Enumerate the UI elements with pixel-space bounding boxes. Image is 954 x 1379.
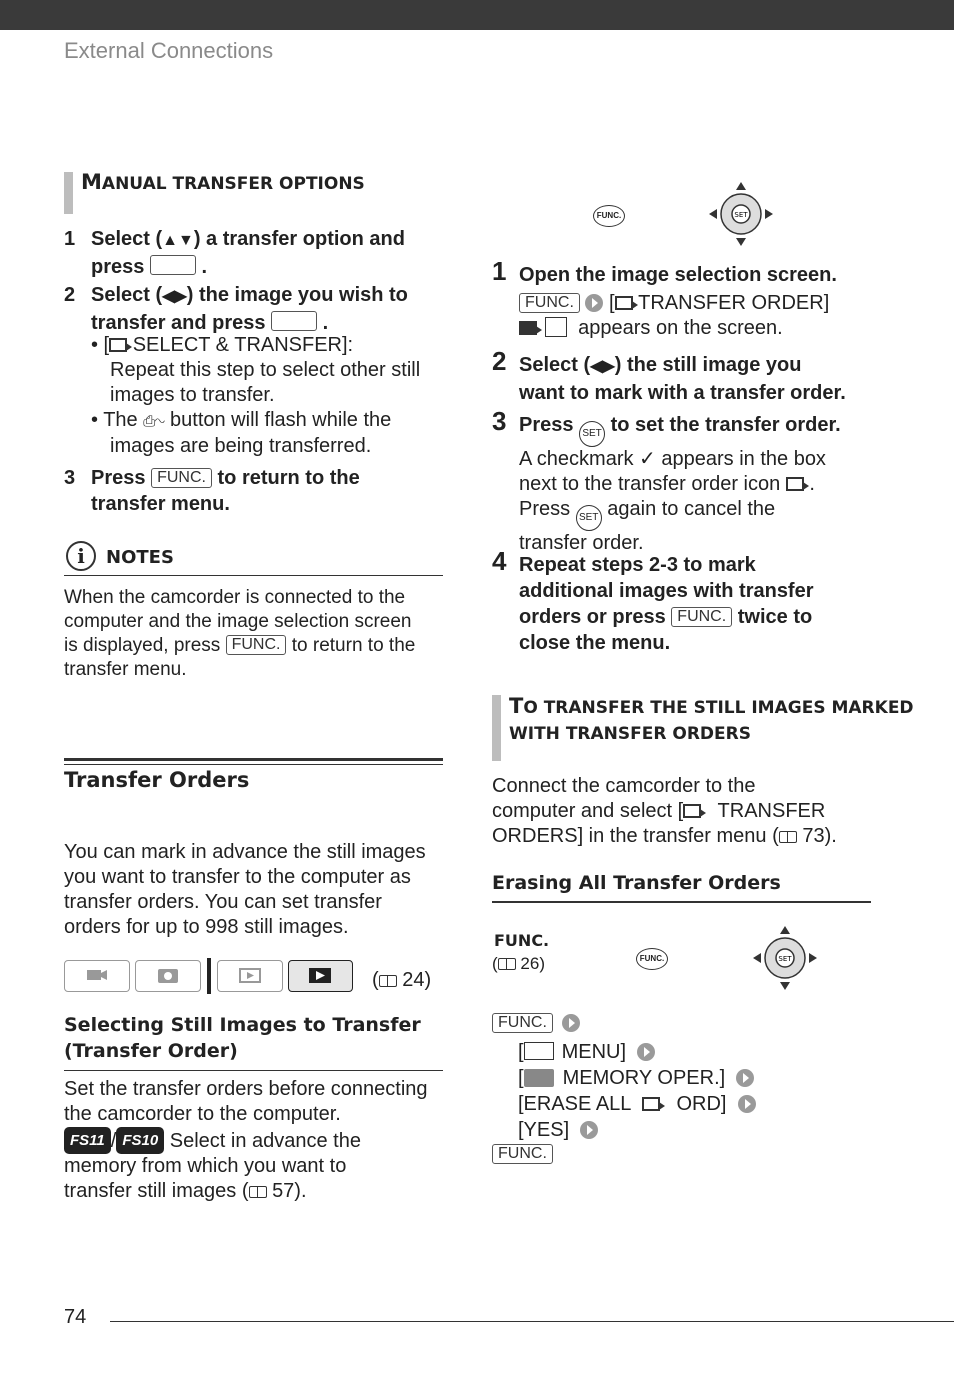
set-button-icon: SET — [576, 505, 602, 531]
heading-bar — [64, 172, 73, 214]
erase-final-func — [492, 1144, 553, 1165]
func-button-icon: FUNC. — [593, 205, 625, 227]
notes-rule — [64, 575, 443, 576]
erase-menu-items: [ MENU] [ MEMORY OPER.] [ERASE ALL ORD] [YES] — [518, 1039, 756, 1143]
book-icon — [249, 1186, 267, 1198]
svg-text:SET: SET — [778, 955, 792, 963]
fs11-badge: FS11 — [64, 1127, 111, 1154]
sub-rule — [492, 901, 871, 903]
set-dpad-icon — [753, 926, 817, 990]
sub-rule — [64, 1070, 443, 1071]
transfer-order-icon — [519, 321, 537, 335]
heading-bar — [492, 695, 501, 761]
print-share-icon: ⎙∿ — [143, 413, 165, 430]
func-key: FUNC. — [492, 1144, 553, 1164]
func-key: FUNC. — [519, 293, 580, 313]
next-arrow-icon — [562, 1014, 580, 1032]
section-title: External Connections — [64, 38, 274, 63]
next-arrow-icon — [738, 1095, 756, 1113]
right-step-1: 1 Open the image selection screen. FUNC. [ TRANSFER ORDER] appears on the screen. — [492, 256, 837, 339]
func-key: FUNC. — [151, 468, 212, 488]
right-step-3: 3 Press SET to set the transfer order. A checkmark ✓ appears in the box next to the transfer order icon . Press SET again to cancel the transfer order. — [492, 406, 841, 554]
movie-camera-icon — [65, 961, 128, 990]
mode-camera-photo — [135, 960, 201, 992]
transfer-order-icon — [786, 477, 804, 491]
transfer-order-icon — [642, 1097, 660, 1111]
play-movie-icon — [218, 961, 281, 990]
info-icon: i — [66, 541, 96, 571]
mode-play-movie — [217, 960, 283, 992]
transfer-orders-icon — [683, 804, 701, 818]
page-reference: ( 24) — [372, 969, 432, 991]
photo-camera-icon — [136, 961, 199, 990]
func-key: FUNC. — [226, 635, 287, 655]
mode-play-photo — [288, 960, 353, 992]
manual-bullets: • [ SELECT & TRANSFER]: Repeat this step to select other still images to transfer. • The ⎙∿ button will flash while the images are being transferred. — [91, 334, 421, 457]
book-icon — [379, 975, 397, 987]
right-step-2: 2 Select (◀▶) the still image you want to mark with a transfer order. — [492, 346, 846, 404]
func-key: FUNC. — [492, 1013, 553, 1033]
manual-step-1: 1 Select (▲▼) a transfer option and press . — [64, 228, 405, 278]
svg-text:SET: SET — [734, 211, 748, 219]
set-dpad-icon — [709, 182, 773, 246]
mode-divider — [207, 958, 211, 994]
transfer-orders-intro: You can mark in advance the still images you want to transfer to the computer as transfer orders. You can set transfer orders for up to 998 still images. — [64, 841, 426, 938]
play-photo-icon — [289, 961, 351, 990]
erase-func-label: FUNC. — [494, 931, 550, 950]
transfer-orders-title: Transfer Orders — [64, 768, 250, 792]
set-button-icon: SET — [579, 421, 605, 447]
transfer-marked-heading: TO TRANSFER THE STILL IMAGES MARKED WITH TRANSFER ORDERS — [509, 694, 914, 744]
notes-text: When the camcorder is connected to the computer and the image selection screen is displayed, press FUNC. to return to the transfer menu. — [64, 587, 416, 680]
transfer-icon — [109, 338, 127, 352]
manual-step-2: 2 Select (◀▶) the image you wish to transfer and press . — [64, 284, 408, 334]
notes-label: NOTES — [106, 547, 174, 568]
page-number: 74 — [64, 1306, 87, 1328]
func-button-icon: FUNC. — [636, 948, 668, 970]
footer-rule — [110, 1321, 954, 1322]
next-arrow-icon — [585, 294, 603, 312]
mode-camera-movie — [64, 960, 130, 992]
section-rule — [64, 764, 443, 765]
erase-ref: ( 26) — [492, 954, 545, 973]
manual-options-heading: MANUAL TRANSFER OPTIONS — [81, 170, 365, 194]
next-arrow-icon — [736, 1069, 754, 1087]
func-key: FUNC. — [671, 607, 732, 627]
connect-text: Connect the camcorder to the computer and select [ TRANSFER ORDERS] in the transfer menu ( 73). — [492, 775, 837, 847]
top-bar — [0, 0, 954, 30]
fs10-badge: FS10 — [116, 1127, 164, 1154]
checkbox-icon — [545, 317, 567, 337]
erase-menu-path — [492, 1013, 580, 1034]
print-share-icon — [271, 311, 317, 331]
next-arrow-icon — [580, 1121, 598, 1139]
section-rule — [64, 758, 443, 761]
selecting-text: Set the transfer orders before connecting the camcorder to the computer. FS11 / FS10 Select in advance the memory from which you want to transfer still images ( 57). — [64, 1078, 428, 1202]
book-icon — [779, 831, 797, 843]
memory-icon — [524, 1069, 554, 1087]
selecting-title: Selecting Still Images to Transfer (Transfer Order) — [64, 1014, 421, 1062]
transfer-order-icon — [615, 296, 633, 310]
erase-title: Erasing All Transfer Orders — [492, 872, 781, 894]
menu-icon — [524, 1042, 554, 1060]
right-step-4: 4 Repeat steps 2-3 to mark additional images with transfer orders or press FUNC. twice to close the menu. — [492, 546, 814, 654]
book-icon — [498, 958, 516, 970]
next-arrow-icon — [637, 1043, 655, 1061]
manual-step-3: 3 Press FUNC. to return to the transfer menu. — [64, 467, 360, 515]
print-share-icon — [150, 255, 196, 275]
